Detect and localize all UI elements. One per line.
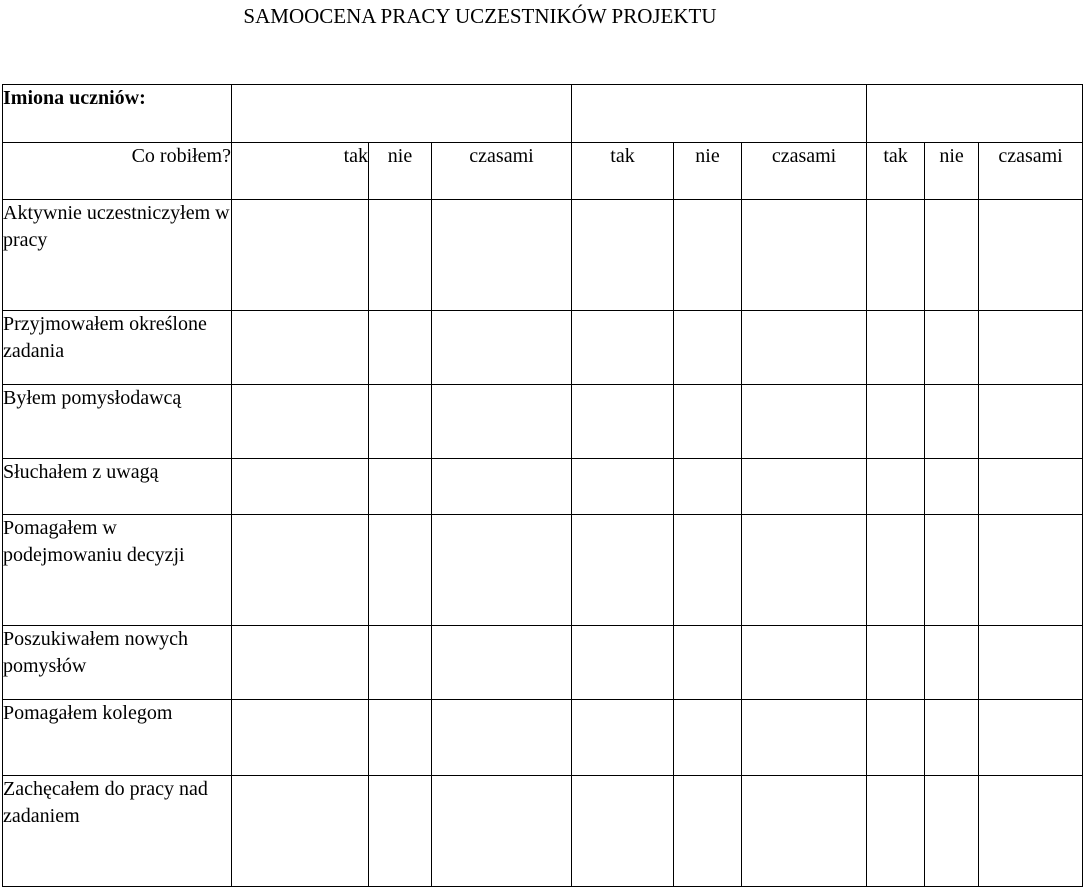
answer-cell[interactable] (742, 459, 867, 515)
answer-cell[interactable] (742, 385, 867, 459)
answer-cell[interactable] (432, 459, 572, 515)
answer-cell[interactable] (979, 200, 1083, 311)
criterion-row (3, 200, 1083, 311)
answer-cell[interactable] (925, 700, 979, 776)
criterion-label: Byłem pomysłodawcą (3, 385, 232, 459)
answer-cell[interactable] (572, 200, 674, 311)
document-title: SAMOOCENA PRACY UCZESTNIKÓW PROJEKTU (243, 4, 717, 28)
answer-cell[interactable] (867, 311, 925, 385)
answer-cell[interactable] (742, 776, 867, 887)
student-name-cell-1[interactable] (232, 85, 572, 143)
criterion-row (3, 776, 1083, 887)
answer-cell[interactable] (369, 385, 432, 459)
answer-cell[interactable] (867, 626, 925, 700)
answer-cell[interactable] (925, 459, 979, 515)
answer-cell[interactable] (867, 515, 925, 626)
answer-cell[interactable] (572, 776, 674, 887)
answer-cell[interactable] (925, 385, 979, 459)
answer-cell[interactable] (979, 626, 1083, 700)
criterion-label: Pomagałem w podejmowaniu decyzji (3, 515, 232, 626)
option-header: nie (674, 143, 742, 200)
options-header-row (3, 143, 1083, 200)
criterion-row (3, 311, 1083, 385)
criterion-label: Zachęcałem do pracy nad zadaniem (3, 776, 232, 887)
answer-cell[interactable] (979, 515, 1083, 626)
answer-cell[interactable] (432, 515, 572, 626)
criterion-row (3, 385, 1083, 459)
criterion-row (3, 626, 1083, 700)
student-name-cell-3[interactable] (867, 85, 1083, 143)
answer-cell[interactable] (867, 200, 925, 311)
answer-cell[interactable] (432, 385, 572, 459)
answer-cell[interactable] (369, 200, 432, 311)
answer-cell[interactable] (369, 515, 432, 626)
answer-cell[interactable] (742, 311, 867, 385)
answer-cell[interactable] (232, 515, 369, 626)
student-name-cell-2[interactable] (572, 85, 867, 143)
answer-cell[interactable] (742, 515, 867, 626)
option-header: czasami (742, 143, 867, 200)
names-label: Imiona uczniów: (3, 85, 232, 143)
answer-cell[interactable] (369, 459, 432, 515)
option-header: czasami (432, 143, 572, 200)
answer-cell[interactable] (979, 459, 1083, 515)
answer-cell[interactable] (232, 200, 369, 311)
answer-cell[interactable] (979, 311, 1083, 385)
answer-cell[interactable] (925, 311, 979, 385)
what-label: Co robiłem? (3, 143, 232, 200)
criterion-row (3, 515, 1083, 626)
answer-cell[interactable] (369, 311, 432, 385)
answer-cell[interactable] (232, 459, 369, 515)
answer-cell[interactable] (232, 385, 369, 459)
answer-cell[interactable] (925, 776, 979, 887)
criterion-label: Słuchałem z uwagą (3, 459, 232, 515)
answer-cell[interactable] (742, 700, 867, 776)
answer-cell[interactable] (674, 459, 742, 515)
answer-cell[interactable] (432, 776, 572, 887)
option-header: tak (572, 143, 674, 200)
answer-cell[interactable] (432, 626, 572, 700)
self-assessment-table (2, 84, 1083, 887)
answer-cell[interactable] (674, 626, 742, 700)
answer-cell[interactable] (742, 200, 867, 311)
answer-cell[interactable] (369, 776, 432, 887)
answer-cell[interactable] (674, 776, 742, 887)
criterion-label: Przyjmowałem określone zadania (3, 311, 232, 385)
criterion-label: Aktywnie uczestniczyłem w pracy (3, 200, 232, 311)
answer-cell[interactable] (867, 776, 925, 887)
answer-cell[interactable] (432, 700, 572, 776)
criterion-label: Poszukiwałem nowych pomysłów (3, 626, 232, 700)
criterion-row (3, 700, 1083, 776)
answer-cell[interactable] (674, 200, 742, 311)
answer-cell[interactable] (432, 200, 572, 311)
answer-cell[interactable] (232, 776, 369, 887)
option-header: czasami (979, 143, 1083, 200)
answer-cell[interactable] (572, 311, 674, 385)
answer-cell[interactable] (925, 515, 979, 626)
answer-cell[interactable] (979, 776, 1083, 887)
option-header: nie (925, 143, 979, 200)
option-header: tak (867, 143, 925, 200)
criterion-label: Pomagałem kolegom (3, 700, 232, 776)
answer-cell[interactable] (674, 385, 742, 459)
answer-cell[interactable] (232, 700, 369, 776)
answer-cell[interactable] (925, 200, 979, 311)
answer-cell[interactable] (925, 626, 979, 700)
answer-cell[interactable] (369, 700, 432, 776)
answer-cell[interactable] (867, 700, 925, 776)
answer-cell[interactable] (867, 459, 925, 515)
answer-cell[interactable] (742, 626, 867, 700)
option-header: tak (232, 143, 369, 200)
answer-cell[interactable] (572, 385, 674, 459)
answer-cell[interactable] (979, 700, 1083, 776)
answer-cell[interactable] (572, 700, 674, 776)
criterion-row (3, 459, 1083, 515)
answer-cell[interactable] (232, 626, 369, 700)
answer-cell[interactable] (432, 311, 572, 385)
names-row (3, 85, 1083, 143)
answer-cell[interactable] (674, 700, 742, 776)
answer-cell[interactable] (572, 626, 674, 700)
answer-cell[interactable] (674, 311, 742, 385)
option-header: nie (369, 143, 432, 200)
answer-cell[interactable] (232, 311, 369, 385)
answer-cell[interactable] (572, 515, 674, 626)
answer-cell[interactable] (369, 626, 432, 700)
answer-cell[interactable] (674, 515, 742, 626)
answer-cell[interactable] (979, 385, 1083, 459)
answer-cell[interactable] (572, 459, 674, 515)
answer-cell[interactable] (867, 385, 925, 459)
